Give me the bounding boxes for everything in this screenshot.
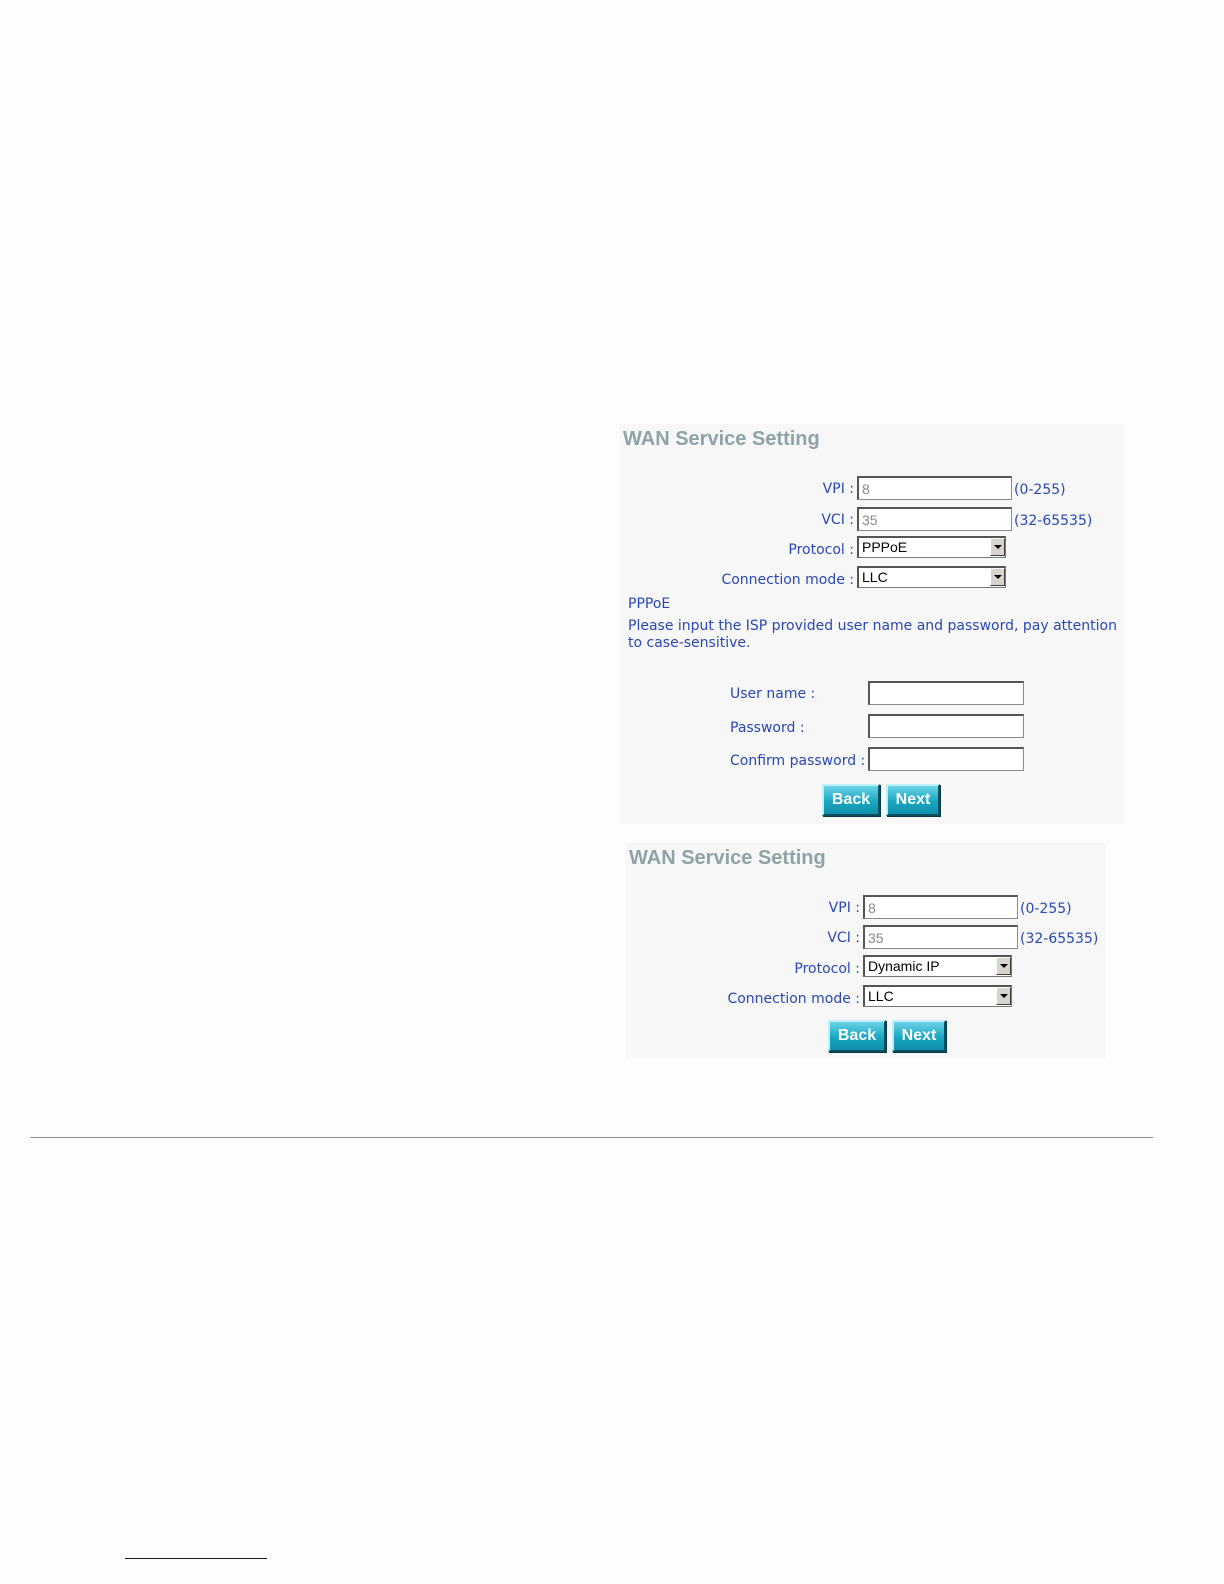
section-title: PPPoE <box>628 596 671 612</box>
vci-label: VCI : <box>827 930 860 946</box>
vpi-label: VPI : <box>828 900 860 916</box>
chevron-down-icon[interactable] <box>990 568 1005 586</box>
confirm-password-input[interactable] <box>868 747 1024 771</box>
vci-input[interactable] <box>863 925 1018 949</box>
vci-range-hint: (32-65535) <box>1020 931 1099 947</box>
back-button[interactable]: Back <box>822 784 880 816</box>
description-line: Please input the ISP provided user name and password, pay attention <box>628 618 1117 634</box>
vpi-label: VPI : <box>822 481 854 497</box>
vci-input[interactable] <box>857 507 1012 531</box>
vci-range-hint: (32-65535) <box>1014 513 1093 529</box>
vpi-range-hint: (0-255) <box>1020 901 1072 917</box>
chevron-down-icon[interactable] <box>996 957 1011 975</box>
password-label: Password : <box>730 720 805 736</box>
vpi-range-hint: (0-255) <box>1014 482 1066 498</box>
protocol-select[interactable] <box>857 536 1006 558</box>
username-input[interactable] <box>868 681 1024 705</box>
protocol-label: Protocol : <box>788 542 854 558</box>
protocol-selected-value: Dynamic IP <box>868 958 940 974</box>
password-input[interactable] <box>868 714 1024 738</box>
chevron-down-icon[interactable] <box>990 538 1005 556</box>
username-label: User name : <box>730 686 816 702</box>
vpi-input[interactable] <box>863 895 1018 919</box>
protocol-label: Protocol : <box>794 961 860 977</box>
connection-mode-selected-value: LLC <box>862 569 888 585</box>
back-button[interactable]: Back <box>828 1020 886 1052</box>
connection-mode-select[interactable] <box>857 566 1006 588</box>
chevron-down-icon[interactable] <box>996 987 1011 1005</box>
description-line: to case-sensitive. <box>628 635 751 651</box>
protocol-selected-value: PPPoE <box>862 539 908 555</box>
connection-mode-select[interactable] <box>863 985 1012 1007</box>
connection-mode-label: Connection mode : <box>727 991 860 1007</box>
page-title: WAN Service Setting <box>623 428 820 450</box>
vpi-input[interactable] <box>857 476 1012 500</box>
wan-service-panel-pppoe <box>620 424 1124 824</box>
vci-label: VCI : <box>821 512 854 528</box>
connection-mode-label: Connection mode : <box>721 572 854 588</box>
next-button[interactable]: Next <box>892 1020 946 1052</box>
wan-service-panel-dynamic-ip <box>626 843 1106 1058</box>
protocol-select[interactable] <box>863 955 1012 977</box>
next-button[interactable]: Next <box>886 784 940 816</box>
page-divider <box>30 1137 1153 1138</box>
pppoe-description <box>628 618 1123 652</box>
page-title: WAN Service Setting <box>629 847 826 869</box>
connection-mode-selected-value: LLC <box>868 988 894 1004</box>
confirm-password-label: Confirm password : <box>730 753 866 769</box>
footnote-divider <box>125 1558 267 1559</box>
